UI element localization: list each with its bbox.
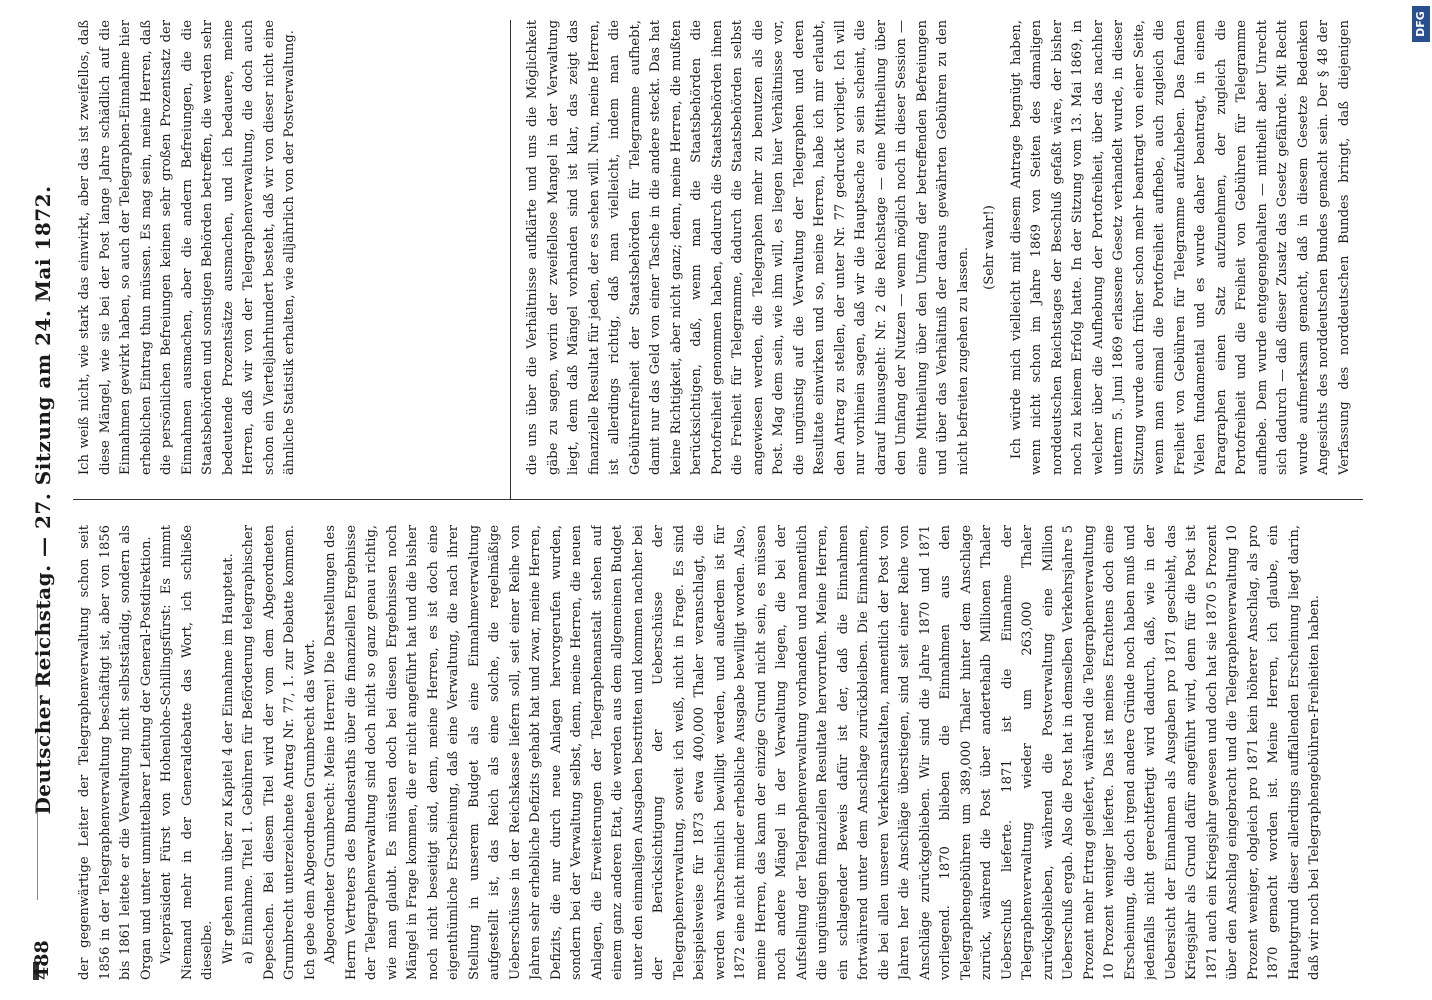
rotated-page (25, 20, 1385, 980)
text-column-right (75, 20, 1355, 475)
page-number: 488 (31, 940, 53, 980)
dfg-logo-text: DFG (1414, 11, 1427, 37)
paragraph: der gegenwärtige Leiter der Telegraphenverwaltung schon seit 1856 in der Telegraphenverwaltung beschäftigt ist, aber von 1856 bis 1861 leitete er die Verwaltung nicht selbstständig, sondern als Organ und unter unmittelbarer Leitung der General-Postdirektion. (77, 525, 154, 980)
column-divider (73, 499, 1363, 500)
footer-strip (1408, 0, 1432, 1000)
running-title: Deutscher Reichstag. — 27. Sitzung am 24. Mai 1872. (31, 185, 55, 815)
paragraph: Ich würde mich vielleicht mit diesem Antrage begnügt haben, wenn nicht schon im Jahre 1869 von Seiten des damaligen norddeutschen Reichstages der Beschluß gefaßt wäre, der bisher noch zu keinem Erfolg hatte. In der Sitzung vom 13. Mai 1869, in welcher über die Aufhebung der Portofreiheit, über das nachher unterm 5. Juni 1869 erlassene Gesetz verhandelt wurde, in dieser Sitzung wurde auch früher schon mehr beantragt von einer Seite, wenn man einmal die Portofreiheit aufhebe, auch zugleich die Freiheit von Gebühren für Telegramme aufzuheben. Das fanden Vielen fundamental und es wurde daher beantragt, in einem Paragraphen einen Satz aufzunehmen, der zugleich die Portofreiheit und die Freiheit von Gebühren für Telegramme aufhebe. Dem wurde entgegengehalten — mittheilt aber Unrecht sich dadurch — daß dieser Zusatz das Gesetz gefährde. Mit Recht wurde aufmerksam gemacht, daß in diesem Gesetze Bedenken Angesichts des norddeutschen Bundes gemacht sein. Der § 48 der Verfassung des norddeutschen Bundes bringt, daß diejenigen (1008, 20, 1352, 475)
page-header (25, 20, 65, 980)
paragraph: die uns über die Verhältnisse aufklärte und uns die Möglichkeit gäbe zu sagen, worin der zweifellose Mangel in der Verwaltung liegt, denn daß Mängel vorhanden sind ist klar, das zeigt das finanzielle Resultat für jeden, der es sehen will. Nun, meine Herren, ist allerdings richtig, daß man vielleicht, indem man die Gebührenfreiheit der Staatsbehörden für Telegramme aufhebt, damit nur das Geld von einer Tasche in die andere steckt. Das hat keine Richtigkeit, aber nicht ganz; denn, meine Herren, die mußten berücksichtigen, daß, wenn man die Staatsbehörden die Portofreiheit genommen haben, dadurch die Staatsbehörden ihnen die Freiheit für Telegramme, dadurch die Staatsbehörden selbst angewiesen werden, die Telegraphen mehr zu benutzen als die Post. Mag dem sein, wie ihm will, es liegen hier Verhältnisse vor, die ungünstig auf die Verwaltung der Telegraphen und deren Resultate einwirken und so, meine Herren, habe ich mir erlaubt, den Antrag zu stellen, der unter Nr. 77 gedruckt vorliegt. Ich will nur vorhinein sagen, daß wir die Hauptsache zu sein scheint, die darauf hinausgeht: Nr. 2 die Reichstage — eine Mittheilung über den Umfang der Nutzen — wenn möglich noch in dieser Session — eine Mittheilung über den Umfang der betreffenden Befreiungen und über das Verhältniß der daraus gewährten Gebühren zu den nicht befreiten zugehen zu lassen. (525, 20, 971, 475)
right-upper-block (75, 20, 495, 475)
paragraph: Wir gehen nun über zu Kapitel 4 der Einnahme im Hauptetat. (220, 553, 236, 964)
paragraph: Vicepräsident Fürst von Hohenlohe-Schillingsfürst: Es nimmt Niemand mehr in der Generaldebatte das Wort, ich schließe dieselbe. (159, 525, 215, 980)
paragraph: Abgeordneter Grumbrecht: Meine Herren! Die Darstellungen des Herrn Vertreters des Bundesraths über die finanziellen Ergebnisse der Telegraphenverwaltung sind doch nicht so ganz genau richtig, wie man glaubt. Es müssten doch bei diesen Ergebnissen noch Mängel in Frage kommen, die er nicht angeführt hat und die bisher noch nicht beseitigt sind, denn, meine Herren, es ist doch eine eigenthümliche Erscheinung, daß eine Verwaltung, die nach ihrer Stellung in unserem Budget als eine Einnahmeverwaltung aufgestellt ist, das Reich als eine solche, die regelmäßige Ueberschüsse in der Reichskasse liefern soll, seit einer Reihe von Jahren sehr erhebliche Defizits gehabt hat und zwar, meine Herren, Defizits, die nur durch neue Anlagen hervorgerufen wurden, sondern bei der Verwaltung selbst, denn, meine Herren, die neuen Anlagen, die Erweiterungen der Telegraphenanstalt stehen auf einem ganz anderen Etat, die werden aus dem allgemeinen Budget unter den einmaligen Ausgaben bestritten und kommen nachher bei der Berücksichtigung der Ueberschüsse der Telegraphenverwaltung, soweit ich weiß, nicht in Frage. Es sind beispielsweise für 1873 etwa 400,000 Thaler veranschlagt, die werden wahrscheinlich bewilligt werden, und außerdem ist für 1872 eine nicht minder erhebliche Ausgabe bewilligt worden. Also, meine Herren, das kann der einzige Grund nicht sein, es müssen noch andere Mängel in der Verwaltung liegen, die bei der Aufstellung der Telegraphenverwaltung vorhanden und namentlich die ungünstigen finanziellen Resultate hervorrufen. Meine Herren, ein schlagender Beweis dafür ist der, daß die Einnahmen fortwährend unter dem Anschlage zurückbleiben. Die Einnahmen, die bei allen unseren Verkehrsanstalten, namentlich der Post von Jahren her die Anschläge überstiegen, sind seit einer Reihe von Anschläge zurückgeblieben. Wir sind die Jahre 1870 und 1871 vorliegend. 1870 blieben die Einnahmen aus den Telegraphengebühren um 389,000 Thaler hinter dem Anschlage zurück, während die Post über andertehalb Millionen Thaler Ueberschuß lieferte. 1871 ist die Einnahme der Telegraphenverwaltung wieder um 263,000 Thaler zurückgeblieben, während die Postverwaltung eine Million Ueberschuß ergab. Also die Post hat in demselben Verkehrsjahre 5 Prozent mehr Ertrag geliefert, während die Telegraphenverwaltung 10 Prozent weniger lieferte. Das ist meines Erachtens doch eine Erscheinung, die doch irgend andere Gründe noch haben muß und jedenfalls nicht gerechtfertigt wird dadurch, daß, wie in der Uebersicht der Einnahmen als Ausgaben pro 1871 geschieht, das Kriegsjahr als Grund dafür angeführt wird, denn für die Post ist 1871 auch ein Kriegsjahr gewesen und doch hat sie 1870 5 Prozent über den Anschlag eingebracht und die Telegraphenverwaltung 10 Prozent weniger, obgleich pro 1871 kein höherer Anschlag, als pro 1870 gemacht worden ist. Meine Herren, ich glaube, ein Hauptgrund dieser allerdings auffallenden Erscheinung liegt darin, daß wir noch bei Telegraphengebühren-Freiheiten haben. (323, 525, 1322, 980)
paragraph: a) Einnahme. Titel 1. Gebühren für Beförderung telegraphischer Depeschen. Bei diesem Titel wird der vom dem Abgeordneten Grumbrecht unterzeichnete Antrag Nr. 77, 1. zur Debatte kommen. Ich gebe dem Abgeordneten Grumbrecht das Wort. (241, 525, 318, 980)
paragraph: Ich weiß nicht, wie stark das einwirkt, aber das ist zweifellos, daß diese Mängel, wie sie bei der Post lange Jahre schädlich auf die Einnahmen gewirkt haben, so auch der Telegraphen-Einnahme hier erheblichen Eintrag thun müssen. Es mag sein, meine Herren, daß die persönlichen Befreiungen keinen sehr großen Prozentsatz der Einnahmen ausmachen, aber die andern Befreiungen, die die Staatsbehörden und sonstigen Behörden betreffen, die werden sehr bedeutende Prozentsätze ausmachen, und ich bedauere, meine Herren, daß wir von der Telegraphenverwaltung, die doch auch schon ein Vierteljahrhundert besteht, daß wir von dieser nicht eine ähnliche Statistik erhalten, wie alljährlich von der Postverwaltung. (77, 20, 297, 475)
interjection: (Sehr wahr!) (982, 205, 997, 290)
text-column-left (75, 525, 1355, 980)
